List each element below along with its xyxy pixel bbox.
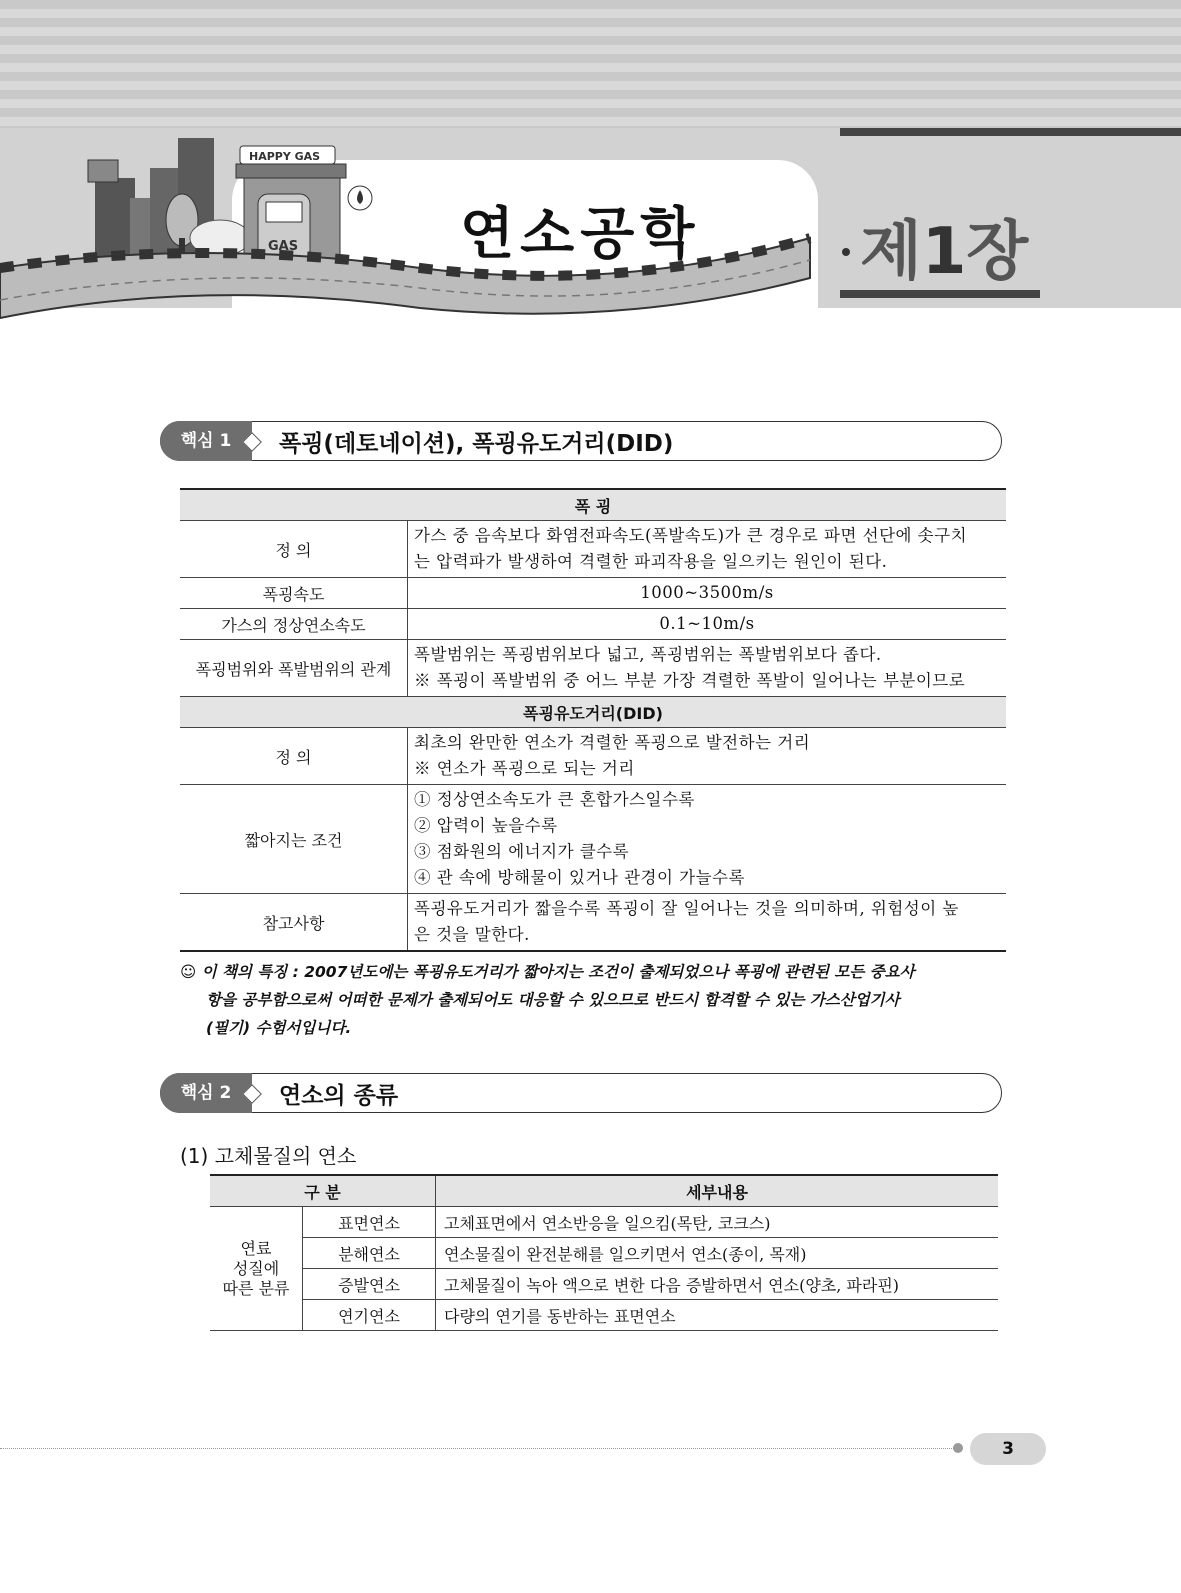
row-text: 은 것을 말한다. — [414, 925, 530, 944]
page-number: 3 — [970, 1433, 1046, 1465]
building-shape — [95, 178, 135, 258]
table-row — [180, 785, 1006, 894]
table-header: 폭 굉 — [180, 489, 1006, 521]
table-row — [180, 578, 1006, 609]
table-row — [210, 1300, 998, 1331]
row-label: 정 의 — [180, 521, 408, 578]
group-label-line: 연료 — [240, 1238, 272, 1258]
footer-dot — [953, 1443, 963, 1453]
station-roof — [236, 164, 346, 178]
chapter-number: 1 — [921, 215, 967, 289]
smiley-icon: ☺ — [180, 963, 197, 981]
section-header-1 — [160, 421, 1002, 461]
group-label — [210, 1207, 303, 1331]
table-row — [180, 894, 1006, 952]
row-text: ④ 관 속에 방해물이 있거나 관경이 가늘수록 — [414, 868, 745, 887]
section-title: 연소의 종류 — [279, 1083, 399, 1109]
row-text: ※ 폭굉이 폭발범위 중 어느 부분 가장 격렬한 폭발이 일어나는 부분이므로 — [414, 671, 966, 690]
feature-note — [180, 958, 1010, 1042]
chapter-dot — [842, 248, 850, 256]
footer-line — [0, 1448, 958, 1449]
row-text: 가스 중 음속보다 화염전파속도(폭발속도)가 큰 경우로 파면 선단에 솟구치 — [414, 526, 968, 545]
table-row — [180, 728, 1006, 785]
billboard-shape — [88, 160, 118, 182]
row-text: 는 압력파가 발생하여 격렬한 파괴작용을 일으키는 원인이 된다. — [414, 552, 888, 571]
row-text: 1000~3500m/s — [408, 578, 1007, 609]
station-sign-text: HAPPY GAS — [249, 150, 321, 163]
kind-cell: 증발연소 — [303, 1269, 436, 1300]
table-row — [210, 1269, 998, 1300]
row-text: ※ 연소가 폭굉으로 되는 거리 — [414, 759, 635, 778]
section-header-2 — [160, 1073, 1002, 1113]
row-label: 폭굉범위와 폭발범위의 관계 — [180, 640, 408, 697]
subsection-title: (1) 고체물질의 연소 — [180, 1144, 357, 1168]
kind-cell: 연기연소 — [303, 1300, 436, 1331]
desc-cell: 고체표면에서 연소반응을 일으킴(목탄, 코크스) — [436, 1207, 999, 1238]
desc-cell: 다량의 연기를 동반하는 표면연소 — [436, 1300, 999, 1331]
row-label: 가스의 정상연소속도 — [180, 609, 408, 640]
row-text: 0.1~10m/s — [408, 609, 1007, 640]
row-label: 참고사항 — [180, 894, 408, 952]
row-text: 폭굉유도거리가 짧을수록 폭굉이 잘 일어나는 것을 의미하며, 위험성이 높 — [414, 899, 959, 918]
row-text: ③ 점화원의 에너지가 클수록 — [414, 842, 630, 861]
main-title: 연소공학 — [460, 201, 701, 267]
column-header: 세부내용 — [436, 1175, 999, 1207]
table-row — [180, 609, 1006, 640]
combustion-table — [210, 1174, 998, 1331]
pump-text: GAS — [268, 239, 299, 254]
column-header: 구 분 — [210, 1175, 436, 1207]
row-label: 짧아지는 조건 — [180, 785, 408, 894]
desc-cell: 연소물질이 완전분해를 일으키면서 연소(종이, 목재) — [436, 1238, 999, 1269]
row-label: 정 의 — [180, 728, 408, 785]
table-row — [180, 640, 1006, 697]
section-tag: 핵심 2 — [160, 1073, 252, 1113]
table-row — [210, 1238, 998, 1269]
header-stripes — [0, 0, 1181, 128]
note-line: (필기) 수험서입니다. — [206, 1019, 352, 1037]
row-text: ② 압력이 높을수록 — [414, 816, 558, 835]
row-text: ① 정상연소속도가 큰 혼합가스일수록 — [414, 790, 695, 809]
kind-cell: 분해연소 — [303, 1238, 436, 1269]
group-label-line: 성질에 — [232, 1258, 280, 1278]
table-row — [210, 1207, 998, 1238]
kind-cell: 표면연소 — [303, 1207, 436, 1238]
chapter-suffix: 장 — [966, 215, 1029, 289]
note-line: 이 책의 특징 : 2007년도에는 폭굉유도거리가 짧아지는 조건이 출제되었으나 폭굉에 관련된 모든 중요사 — [201, 963, 915, 981]
detonation-table — [180, 488, 1006, 952]
group-label-line: 따른 분류 — [222, 1278, 290, 1298]
row-text: 폭발범위는 폭굉범위보다 넓고, 폭굉범위는 폭발범위보다 좁다. — [414, 645, 882, 664]
section-tag: 핵심 1 — [160, 421, 252, 461]
pump-display — [266, 202, 302, 222]
chapter-underline — [840, 290, 1040, 298]
row-text: 최초의 완만한 연소가 격렬한 폭굉으로 발전하는 거리 — [414, 733, 811, 752]
desc-cell: 고체물질이 녹아 액으로 변한 다음 증발하면서 연소(양초, 파라핀) — [436, 1269, 999, 1300]
chapter-prefix: 제 — [860, 215, 922, 289]
table-header: 폭굉유도거리(DID) — [180, 697, 1006, 728]
chapter-label — [860, 200, 1028, 292]
note-line: 항을 공부함으로써 어떠한 문제가 출제되어도 대응할 수 있으므로 반드시 합격할 수 있는 가스산업기사 — [206, 991, 900, 1009]
table-row — [180, 521, 1006, 578]
section-title: 폭굉(데토네이션), 폭굉유도거리(DID) — [279, 431, 674, 457]
row-label: 폭굉속도 — [180, 578, 408, 609]
